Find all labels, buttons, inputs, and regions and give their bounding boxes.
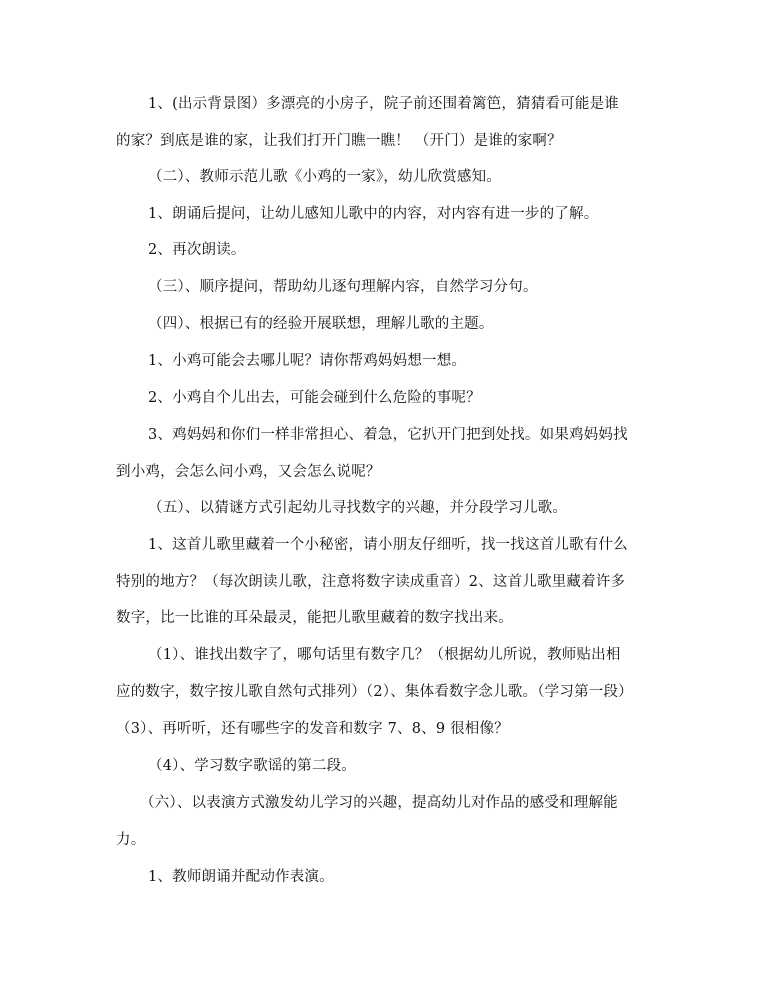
paragraph-line: 3、鸡妈妈和你们一样非常担心、着急，它扒开门把到处找。如果鸡妈妈找 <box>148 427 628 443</box>
paragraph-line: 到小鸡，会怎么问小鸡，又会怎么说呢？ <box>116 464 381 480</box>
paragraph-line: （1）、谁找出数字了，哪句话里有数字几？（根据幼儿所说，教师贴出相 <box>148 647 621 663</box>
paragraph-line: （三）、顺序提问，帮助幼儿逐句理解内容，自然学习分句。 <box>148 279 538 295</box>
paragraph-line: 的家？到底是谁的家，让我们打开门瞧一瞧！ （开门）是谁的家啊？ <box>116 133 562 149</box>
paragraph-line: 数字，比一比谁的耳朵最灵，能把儿歌里藏着的数字找出来。 <box>116 610 513 626</box>
paragraph-line: 1、(出示背景图）多漂亮的小房子，院子前还围着篱笆，猜猜看可能是谁 <box>148 96 619 112</box>
paragraph-line: 1、朗诵后提问，让幼儿感知儿歌中的内容，对内容有进一步的了解。 <box>148 206 599 222</box>
paragraph-line: 应的数字，数字按儿歌自然句式排列）（2）、集体看数字念儿歌。（学习第一段） <box>116 684 633 700</box>
paragraph-line: （4）、学习数字歌谣的第二段。 <box>148 758 356 774</box>
paragraph-line: 1、教师朗诵并配动作表演。 <box>148 869 334 885</box>
paragraph-line: 2、小鸡自个儿出去，可能会碰到什么危险的事呢？ <box>148 390 481 406</box>
paragraph-line: （五）、以猜谜方式引起幼儿寻找数字的兴趣，并分段学习儿歌。 <box>148 500 568 516</box>
paragraph-line: （四）、根据已有的经验开展联想，理解儿歌的主题。 <box>148 316 494 332</box>
paragraph-line: （3）、再听听，还有哪些字的发音和数字 7、8、9 很相像？ <box>116 721 509 737</box>
paragraph-line: （六）、以表演方式激发幼儿学习的兴趣，提高幼儿对作品的感受和理解能 <box>140 795 618 811</box>
paragraph-line: 1、这首儿歌里藏着一个小秘密，请小朋友仔细听，找一找这首儿歌有什么 <box>148 537 628 553</box>
paragraph-line: （二）、教师示范儿歌《小鸡的一家》，幼儿欣赏感知。 <box>148 169 501 185</box>
paragraph-line: 1、小鸡可能会去哪儿呢？请你帮鸡妈妈想一想。 <box>148 353 467 369</box>
paragraph-line: 特别的地方？（每次朗读儿歌，注意将数字读成重音）2、这首儿歌里藏着许多 <box>116 574 626 590</box>
paragraph-line: 2、再次朗读。 <box>148 242 246 258</box>
paragraph-line: 力。 <box>116 832 146 848</box>
